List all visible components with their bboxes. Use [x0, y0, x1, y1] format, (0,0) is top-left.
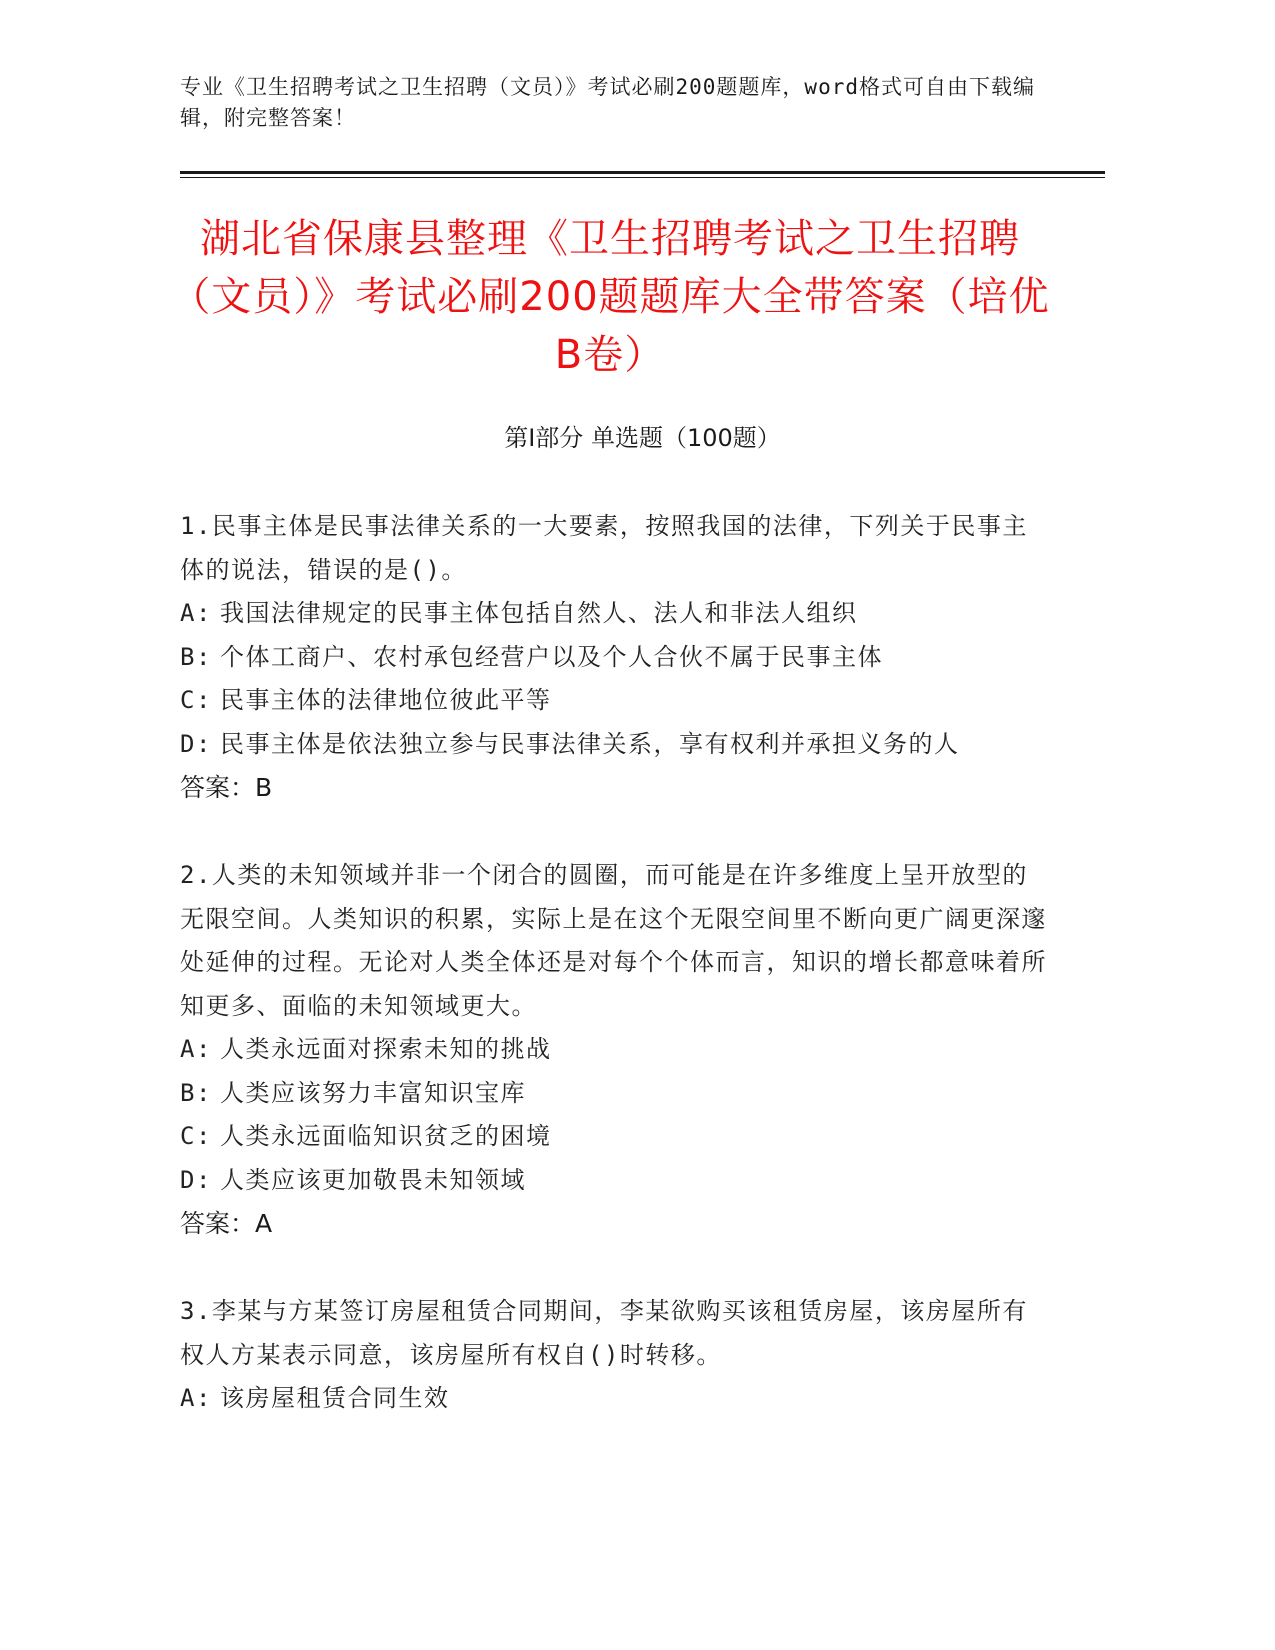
option-text: 民事主体的法律地位彼此平等	[220, 686, 552, 714]
option-letter: B:	[180, 1078, 212, 1107]
section-title: 第Ⅰ部分 单选题（100题）	[504, 424, 781, 452]
question-2	[180, 854, 1050, 1246]
option-text: 人类永远面对探索未知的挑战	[220, 1035, 552, 1063]
question-stem: 3.李某与方某签订房屋租赁合同期间，李某欲购买该租赁房屋，该房屋所有权人方某表示同意，该房屋所有权自()时转移。	[180, 1297, 1028, 1369]
question-3	[180, 1290, 1050, 1421]
option-text: 民事主体是依法独立参与民事法律关系，享有权利并承担义务的人	[220, 729, 960, 758]
option-d	[180, 1159, 1050, 1203]
option-d	[180, 723, 1050, 767]
option-text: 人类永远面临知识贫乏的困境	[220, 1122, 552, 1150]
option-c	[180, 679, 1050, 723]
option-letter: C:	[180, 686, 212, 714]
document-title: 湖北省保康县整理《卫生招聘考试之卫生招聘（文员）》考试必刷200题题库大全带答案（培优B卷）	[170, 216, 1050, 378]
question-1	[180, 505, 1050, 810]
option-letter: D:	[180, 1165, 212, 1194]
option-text: 该房屋租赁合同生效	[220, 1384, 450, 1412]
answer: 答案：B	[180, 773, 273, 802]
option-a	[180, 1377, 1050, 1421]
option-letter: A:	[180, 599, 212, 627]
option-letter: D:	[180, 729, 212, 758]
question-stem: 2.人类的未知领域并非一个闭合的圆圈，而可能是在许多维度上呈开放型的无限空间。人类知识的积累，实际上是在这个无限空间里不断向更广阔更深邃处延伸的过程。无论对人类全体还是对每个个体而言，知识的增长都意味着所知更多、面临的未知领域更大。	[180, 861, 1047, 1020]
option-a	[180, 1028, 1050, 1072]
header-divider-thick	[180, 171, 1105, 174]
option-b	[180, 1072, 1050, 1116]
option-letter: A:	[180, 1384, 212, 1412]
option-c	[180, 1115, 1050, 1159]
question-stem: 1.民事主体是民事法律关系的一大要素，按照我国的法律，下列关于民事主体的说法，错误的是()。	[180, 512, 1028, 584]
option-b	[180, 636, 1050, 680]
option-letter: C:	[180, 1122, 212, 1150]
option-text: 我国法律规定的民事主体包括自然人、法人和非法人组织	[220, 599, 858, 627]
header-note: 专业《卫生招聘考试之卫生招聘（文员）》考试必刷200题题库，word格式可自由下载编辑，附完整答案！	[180, 75, 1035, 130]
question-list	[180, 505, 1050, 1465]
header-divider-thin	[180, 177, 1105, 178]
option-text: 人类应该努力丰富知识宝库	[220, 1078, 526, 1107]
option-a	[180, 592, 1050, 636]
option-letter: B:	[180, 642, 212, 671]
option-text: 个体工商户、农村承包经营户以及个人合伙不属于民事主体	[220, 642, 883, 671]
answer: 答案：A	[180, 1209, 273, 1238]
option-letter: A:	[180, 1035, 212, 1063]
option-text: 人类应该更加敬畏未知领域	[220, 1165, 526, 1194]
